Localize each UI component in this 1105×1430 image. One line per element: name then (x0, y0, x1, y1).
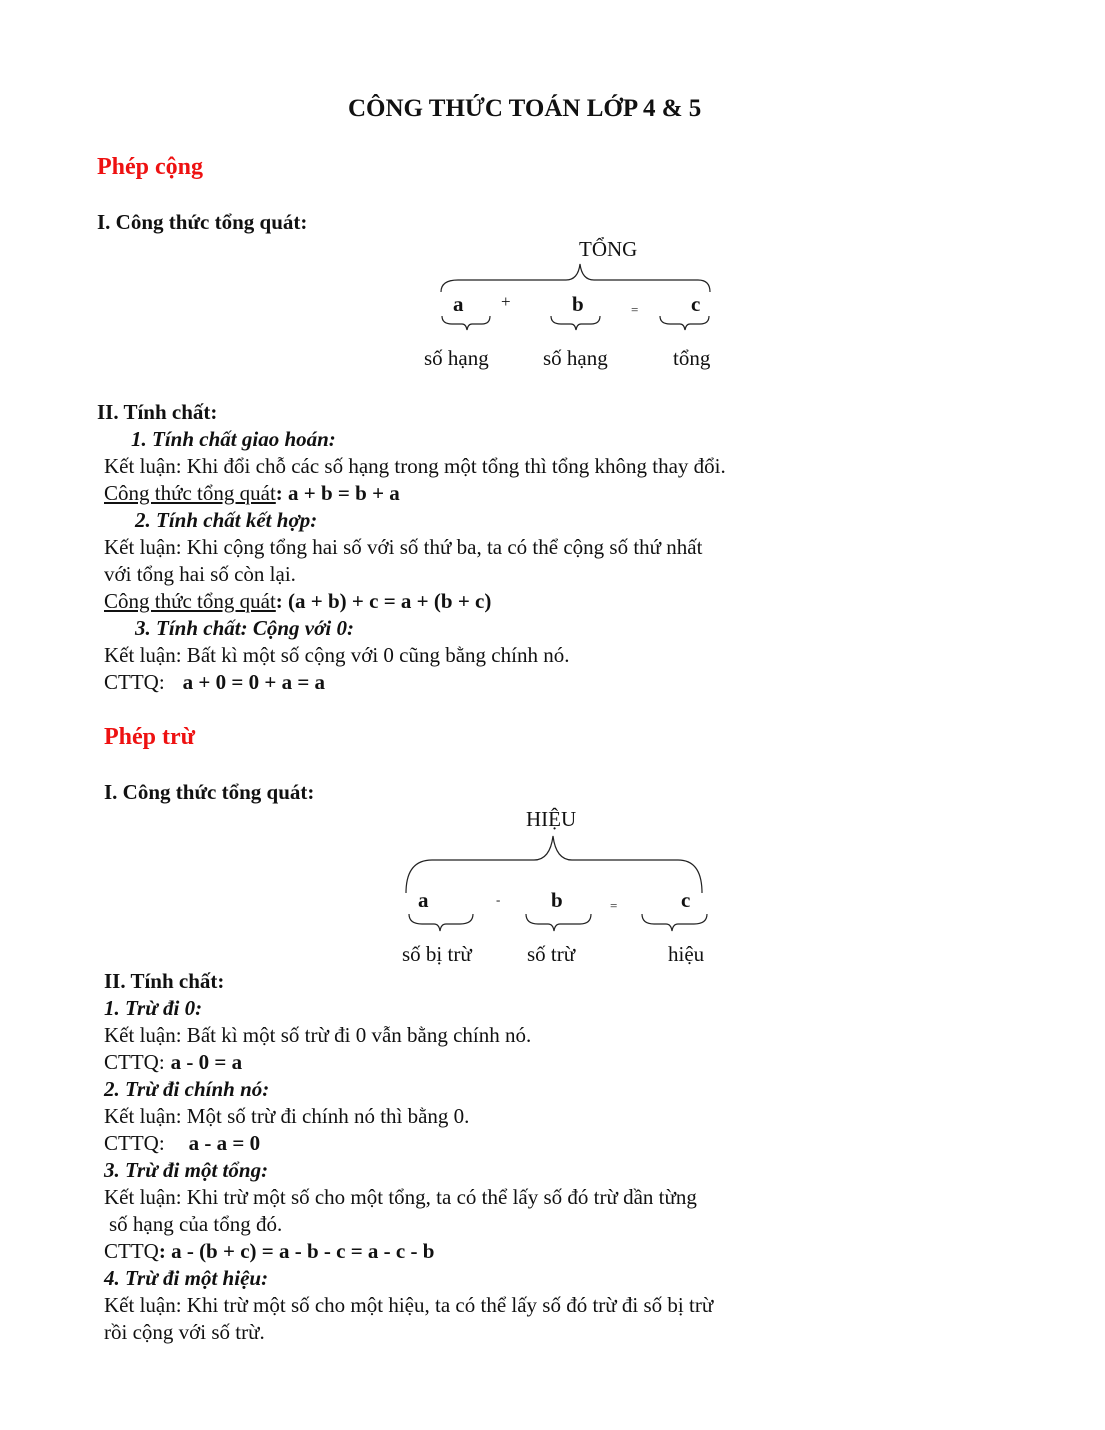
formula-text: : a - (b + c) = a - b - c = a - c - b (158, 1239, 435, 1263)
add-zero-conclusion: Kết luận: Bất kì một số cộng với 0 cũng bằng chính nó. (104, 643, 570, 667)
formula-label: Công thức tổng quát (104, 481, 276, 505)
subtract-self-conclusion: Kết luận: Một số trừ đi chính nó thì bằng 0. (104, 1104, 470, 1128)
addition-props-heading: II. Tính chất: (97, 400, 218, 424)
subtract-difference-conclusion-line2: rồi cộng với số trừ. (104, 1320, 265, 1344)
plus-sign: + (501, 292, 511, 311)
addition-heading: Phép cộng (97, 154, 204, 180)
label-subtrahend: số trừ (527, 942, 576, 966)
subtract-zero-title: 1. Trừ đi 0: (104, 996, 203, 1020)
addition-general-heading: I. Công thức tổng quát: (97, 210, 308, 234)
subtraction-props-heading: II. Tính chất: (104, 969, 225, 993)
formula-text: a - a = 0 (188, 1131, 261, 1155)
label-minuend: số bị trừ (402, 942, 472, 966)
diagram-top-label: HIỆU (526, 807, 577, 831)
var-a: a (453, 292, 464, 316)
subtract-zero-conclusion: Kết luận: Bất kì một số trừ đi 0 vẫn bằng chính nó. (104, 1023, 532, 1047)
subtract-difference-title: 4. Trừ đi một hiệu: (104, 1266, 269, 1290)
subtract-sum-conclusion-line2: số hạng của tổng đó. (109, 1212, 283, 1236)
formula-text: a - 0 = a (170, 1050, 243, 1074)
diagram-top-label: TỔNG (579, 237, 638, 261)
cttq-label: CTTQ (104, 1239, 159, 1263)
add-zero-title: 3. Tính chất: Cộng với 0: (135, 616, 354, 640)
var-b: b (572, 292, 584, 316)
var-a: a (418, 888, 429, 912)
formula-text: a + 0 = 0 + a = a (182, 670, 326, 694)
associative-title: 2. Tính chất kết hợp: (135, 508, 318, 532)
label-difference: hiệu (668, 942, 705, 966)
minus-sign: - (496, 892, 501, 907)
var-b: b (551, 888, 563, 912)
label-addend-1: số hạng (424, 346, 489, 370)
commutative-title: 1. Tính chất giao hoán: (131, 427, 336, 451)
associative-conclusion-line1: Kết luận: Khi cộng tổng hai số với số thứ ba, ta có thể cộng số thứ nhất (104, 535, 703, 559)
cttq-label: CTTQ: (104, 1131, 165, 1155)
subtraction-general-heading: I. Công thức tổng quát: (104, 780, 315, 804)
formula-text: : (a + b) + c = a + (b + c) (275, 589, 492, 613)
label-addend-2: số hạng (543, 346, 608, 370)
var-c: c (691, 292, 701, 316)
subtract-self-formula (104, 1131, 260, 1156)
subtraction-heading: Phép trừ (104, 724, 196, 750)
equals-sign: = (631, 302, 639, 317)
cttq-label: CTTQ: (104, 1050, 165, 1074)
associative-conclusion-line2: với tổng hai số còn lại. (104, 562, 296, 586)
formula-text: : a + b = b + a (275, 481, 400, 505)
formula-label: Công thức tổng quát (104, 589, 276, 613)
subtract-zero-formula (104, 1050, 242, 1075)
subtract-sum-title: 3. Trừ đi một tổng: (104, 1158, 269, 1182)
var-c: c (681, 888, 691, 912)
subtract-self-title: 2. Trừ đi chính nó: (104, 1077, 270, 1101)
subtract-sum-conclusion-line1: Kết luận: Khi trừ một số cho một tổng, ta có thể lấy số đó trừ dần từng (104, 1185, 697, 1209)
subtract-difference-conclusion-line1: Kết luận: Khi trừ một số cho một hiệu, ta có thể lấy số đó trừ đi số bị trừ (104, 1293, 714, 1317)
equals-sign: = (610, 898, 618, 913)
page-title: CÔNG THỨC TOÁN LỚP 4 & 5 (348, 95, 702, 122)
cttq-label: CTTQ: (104, 670, 165, 694)
commutative-conclusion: Kết luận: Khi đổi chỗ các số hạng trong một tổng thì tổng không thay đổi. (104, 454, 726, 478)
label-sum: tổng (673, 346, 711, 370)
subtract-sum-formula (104, 1239, 434, 1264)
